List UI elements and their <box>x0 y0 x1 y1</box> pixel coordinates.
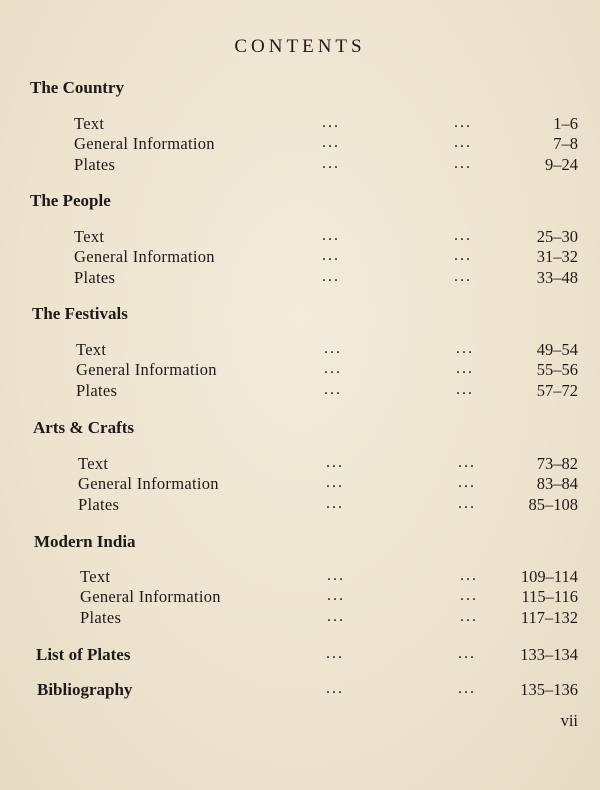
page-range: 83–84 <box>536 474 578 493</box>
toc-row <box>0 454 600 476</box>
dot-leader: ... <box>458 680 476 697</box>
dot-leader: ... <box>454 247 472 264</box>
toc-row <box>0 155 600 177</box>
entry-label: General Information <box>74 247 215 266</box>
dot-leader: ... <box>324 340 342 357</box>
section-heading: The People <box>30 191 111 210</box>
page-range: 133–134 <box>520 645 578 664</box>
page-range: 73–82 <box>536 454 578 473</box>
page-range: 57–72 <box>536 381 578 400</box>
toc-row <box>0 608 600 630</box>
page-range: 33–48 <box>536 268 578 287</box>
entry-label: Text <box>80 567 111 586</box>
dot-leader: ... <box>322 268 340 285</box>
page-range: 135–136 <box>520 680 578 699</box>
toc-row <box>0 474 600 496</box>
toc-row <box>0 340 600 362</box>
page-range: 109–114 <box>520 567 578 586</box>
dot-leader: ... <box>324 381 342 398</box>
dot-leader: ... <box>456 381 474 398</box>
toc-row <box>0 227 600 249</box>
dot-leader: ... <box>460 608 478 625</box>
toc-row <box>0 134 600 156</box>
entry-label: Text <box>78 454 109 473</box>
page-range: 49–54 <box>536 340 578 359</box>
entry-label: Bibliography <box>37 680 133 699</box>
dot-leader: ... <box>454 227 472 244</box>
toc-row <box>0 567 600 589</box>
dot-leader: ... <box>460 567 478 584</box>
section-heading: The Festivals <box>32 304 128 323</box>
section-heading: Modern India <box>34 532 136 551</box>
toc-entry-list-of-plates <box>0 645 600 667</box>
dot-leader: ... <box>326 645 344 662</box>
section-heading: The Country <box>30 78 124 97</box>
toc-row <box>0 587 600 609</box>
dot-leader: ... <box>327 587 345 604</box>
entry-label: General Information <box>78 474 219 493</box>
dot-leader: ... <box>322 155 340 172</box>
toc-row <box>0 247 600 269</box>
entry-label: General Information <box>74 134 215 153</box>
section-heading: Arts & Crafts <box>33 418 135 437</box>
page-title: CONTENTS <box>234 36 366 57</box>
dot-leader: ... <box>326 680 344 697</box>
toc-row <box>0 114 600 136</box>
dot-leader: ... <box>322 247 340 264</box>
entry-label: Text <box>74 114 105 133</box>
entry-label: General Information <box>76 360 217 379</box>
dot-leader: ... <box>456 340 474 357</box>
page-range: 115–116 <box>521 587 578 606</box>
entry-label: Plates <box>80 608 122 627</box>
dot-leader: ... <box>327 608 345 625</box>
page-range: 1–6 <box>553 114 578 133</box>
page-number: vii <box>560 711 578 730</box>
page-range: 31–32 <box>536 247 578 266</box>
entry-label: Text <box>76 340 107 359</box>
entry-label: Text <box>74 227 105 246</box>
dot-leader: ... <box>327 567 345 584</box>
entry-label: Plates <box>74 155 116 174</box>
page-range: 55–56 <box>536 360 578 379</box>
entry-label: Plates <box>76 381 118 400</box>
toc-row <box>0 381 600 403</box>
dot-leader: ... <box>458 495 476 512</box>
toc-entry-bibliography <box>0 680 600 702</box>
dot-leader: ... <box>322 134 340 151</box>
dot-leader: ... <box>458 645 476 662</box>
page-range: 117–132 <box>520 608 578 627</box>
dot-leader: ... <box>454 155 472 172</box>
dot-leader: ... <box>322 114 340 131</box>
page-range: 7–8 <box>553 134 578 153</box>
dot-leader: ... <box>454 134 472 151</box>
entry-label: Plates <box>78 495 120 514</box>
page-range: 85–108 <box>528 495 578 514</box>
toc-row <box>0 360 600 382</box>
dot-leader: ... <box>460 587 478 604</box>
entry-label: List of Plates <box>36 645 131 664</box>
dot-leader: ... <box>326 474 344 491</box>
toc-row <box>0 268 600 290</box>
entry-label: General Information <box>80 587 221 606</box>
dot-leader: ... <box>326 495 344 512</box>
dot-leader: ... <box>458 474 476 491</box>
toc-row <box>0 495 600 517</box>
page-range: 9–24 <box>545 155 578 174</box>
entry-label: Plates <box>74 268 116 287</box>
dot-leader: ... <box>454 114 472 131</box>
dot-leader: ... <box>458 454 476 471</box>
dot-leader: ... <box>324 360 342 377</box>
dot-leader: ... <box>326 454 344 471</box>
dot-leader: ... <box>322 227 340 244</box>
dot-leader: ... <box>456 360 474 377</box>
dot-leader: ... <box>454 268 472 285</box>
page-range: 25–30 <box>536 227 578 246</box>
